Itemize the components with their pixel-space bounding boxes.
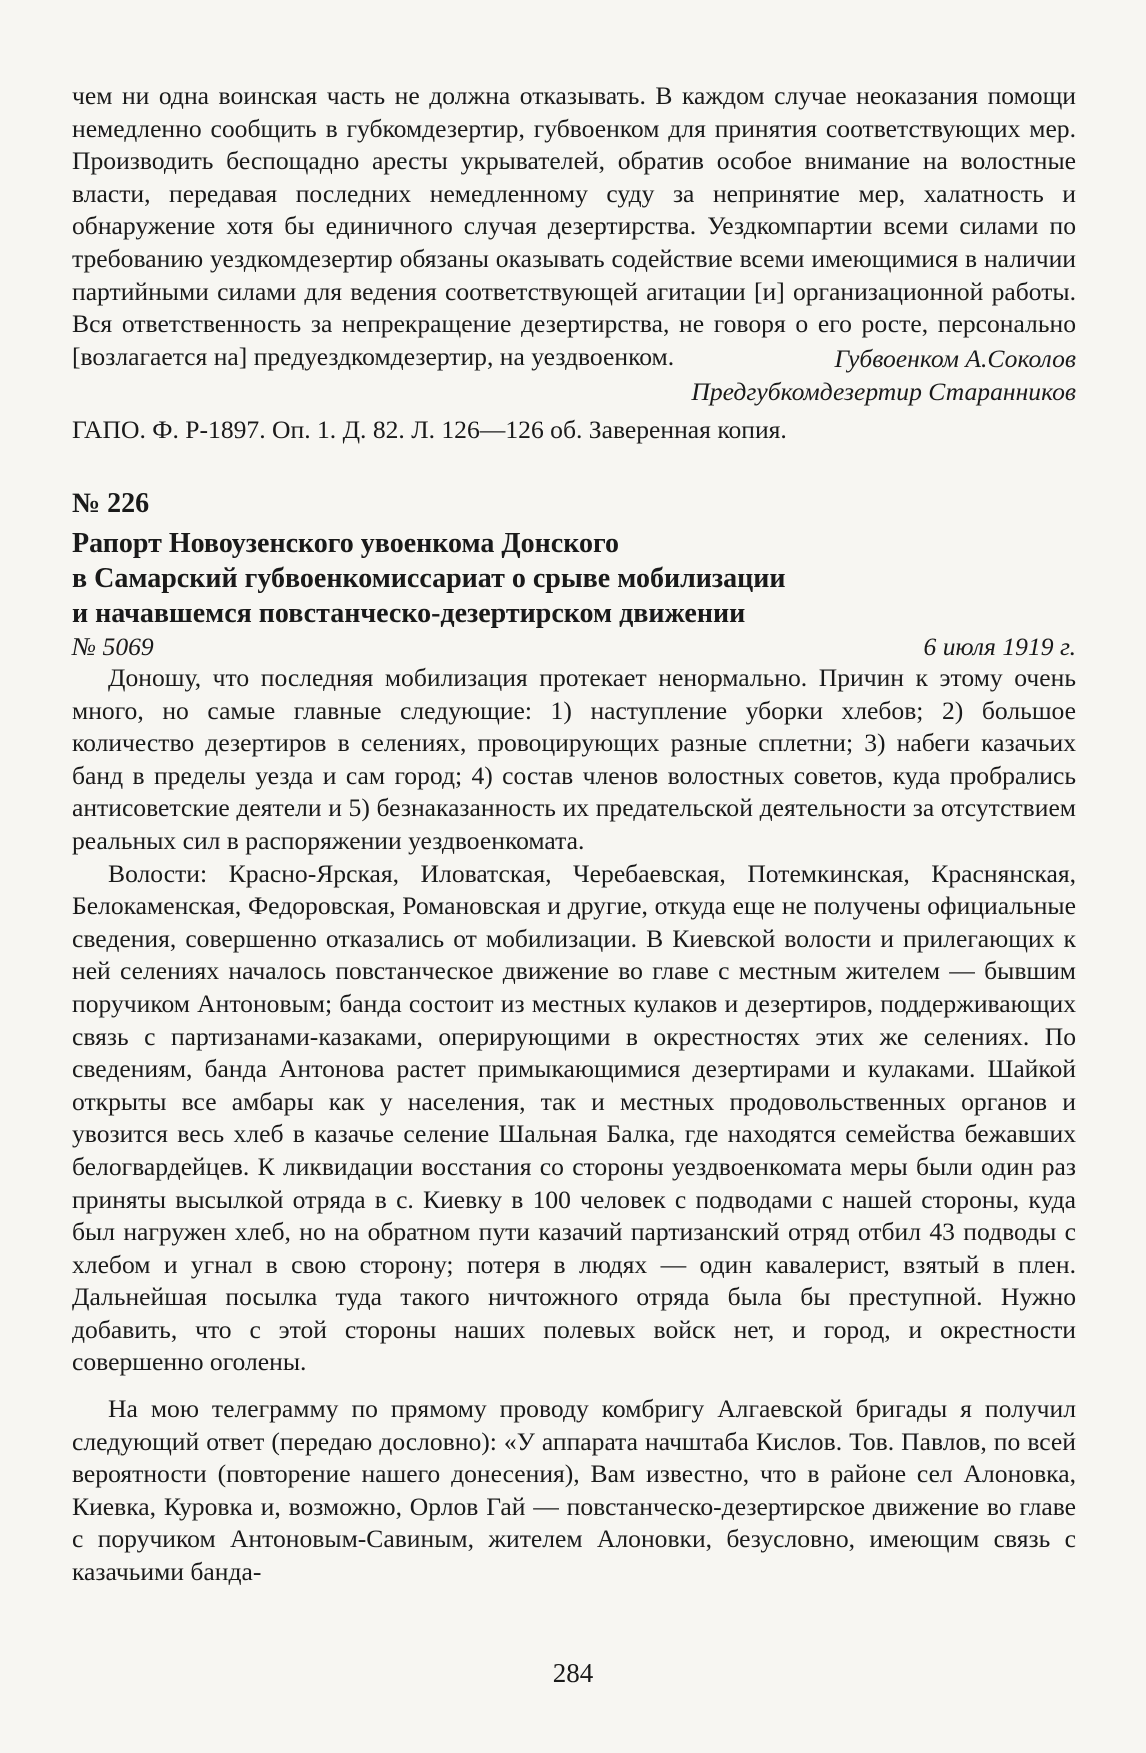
- source-reference: ГАПО. Ф. Р-1897. Оп. 1. Д. 82. Л. 126—126 об. Заверенная копия.: [72, 415, 787, 444]
- top-text-section: [72, 80, 1076, 373]
- continued-paragraph: чем ни одна воинская часть не должна отказывать. В каждом случае неоказания помощи немедленно сообщить в губкомдезертир, губвоенком для принятия соответствующих мер. Производить беспощадно аресты укрывателей, обратив особое внимание на волостные власти, передавая последних немедленному суду за непринятие мер, халатность и обнаружение хотя бы единичного случая дезертирства. Уездкомпартии всеми силами по требованию уездкомдезертир обязаны оказывать содействие всеми имеющимися в наличии партийными силами для ведения соответствующей агитации [и] организационной работы. Вся ответственность за непрекращение дезертирства, не говоря о его росте, персонально [возлагается на] предуездкомдезертир, на уездвоенком.: [72, 81, 1076, 371]
- reference-number: № 5069: [72, 632, 154, 661]
- archive-source: [72, 414, 1076, 447]
- page-number: 284: [552, 1658, 594, 1688]
- body-paragraph-1: Доношу, что последняя мобилизация протекает ненормально. Причин к этому очень много, но самые главные следующие: 1) наступление уборки хлебов; 2) большое количество дезертиров в селениях, провоцирующих разные сплетни; 3) набеги казачьих банд в пределы уезда и сам город; 4) состав членов волостных советов, куда пробрались антисоветские деятели и 5) безнаказанность их предательской деятельности за отсутствием реальных сил в распоряжении уездвоенкомата.: [72, 663, 1076, 855]
- body-paragraph-3: На мою телеграмму по прямому проводу комбригу Алгаевской бригады я получил следующий ответ (передаю дословно): «У аппарата начштаба Кислов. Тов. Павлов, по всей вероятности (повторение нашего донесения), Вам известно, что в районе сел Алоновка, Киевка, Куровка и, возможно, Орлов Гай — повстанческо-дезертирское движение во главе с поручиком Антоновым-Савиным, жителем Алоновки, безусловно, имеющим связь с казачьими банда-: [72, 1394, 1076, 1587]
- document-title-line-3: и начавшемся повстанческо-дезертирском движении: [72, 598, 746, 629]
- signature-gubvoenkom: Губвоенком А.Соколов: [834, 344, 1076, 373]
- reference-row: [72, 631, 1076, 663]
- document-title-line-1: Рапорт Новоузенского увоенкома Донского: [72, 528, 619, 559]
- report-body: [72, 662, 1076, 1589]
- signature-predgubkomdezertir: Предгубкомдезертир Старанников: [691, 376, 1076, 406]
- document-title-line-2: в Самарский губвоенкомиссариат о срыве мобилизации: [72, 563, 786, 594]
- signature-block: [72, 343, 1076, 408]
- document-number: № 226: [72, 488, 150, 519]
- document-heading: [72, 486, 1076, 663]
- reference-date: 6 июля 1919 г.: [923, 632, 1076, 661]
- body-paragraph-2: Волости: Красно-Ярская, Иловатская, Черебаевская, Потемкинская, Краснянская, Белокаменская, Федоровская, Романовская и другие, откуда еще не получены официальные сведения, совершенно отказались от мобилизации. В Киевской волости и прилегающих к ней селениях началось повстанческое движение во главе с местным жителем — бывшим поручиком Антоновым; банда состоит из местных кулаков и дезертиров, поддерживающих связь с партизанами-казаками, оперирующими в окрестностях этих же селениях. По сведениям, банда Антонова растет примыкающимися дезертирами и кулаками. Шайкой открыты все амбары как у населения, так и местных продовольственных органов и увозится весь хлеб в казачье селение Шальная Балка, где находятся семейства бежавших белогвардейцев. К ликвидации восстания со стороны уездвоенкомата меры были один раз приняты высылкой отряда в с. Киевку в 100 человек с подводами с нашей стороны, куда был нагружен хлеб, но на обратном пути казачий партизанский отряд отбил 43 подводы с хлебом и угнал в свою сторону; потеря в людях — один кавалерист, взятый в плен. Дальнейшая посылка туда такого ничтожного отряда была бы преступной. Нужно добавить, что с этой стороны наших полевых войск нет, и город, и окрестности совершенно оголены.: [72, 858, 1076, 1377]
